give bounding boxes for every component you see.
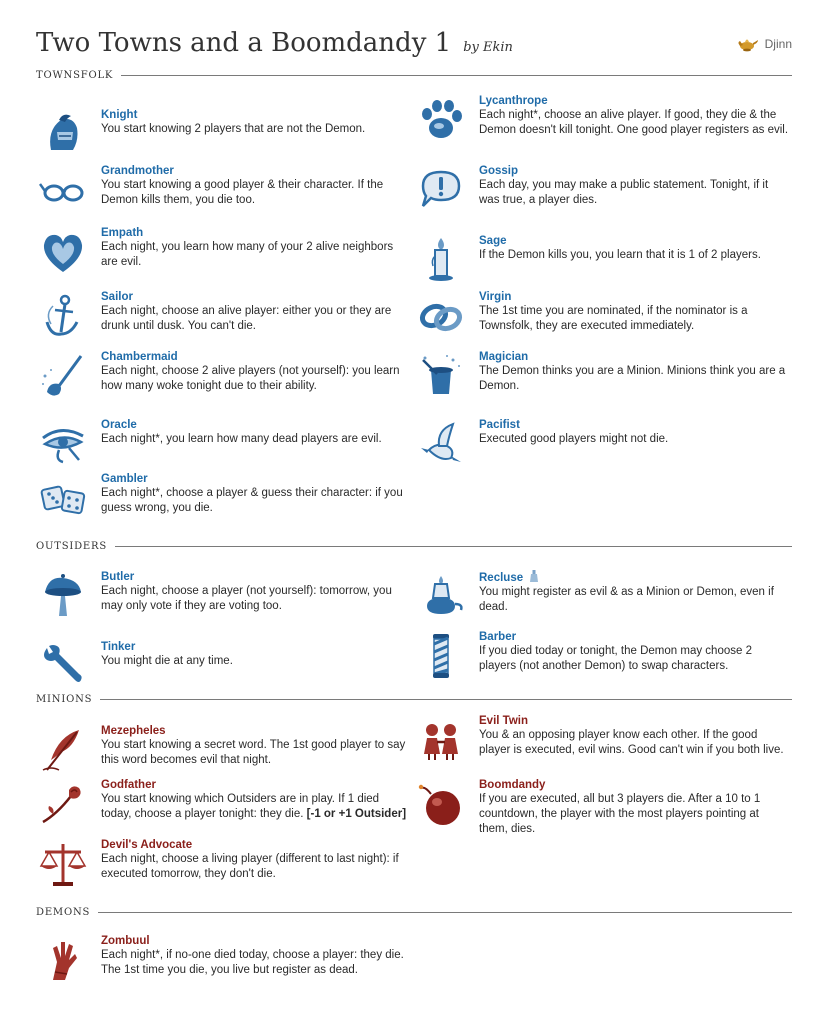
role-name: Barber (479, 631, 517, 643)
feather-duster-icon (39, 352, 87, 400)
role-name: Zombuul (101, 935, 150, 947)
script-author: by Ekin (463, 40, 513, 55)
role-lycanthrope (479, 94, 789, 138)
djinn-label: Djinn (764, 37, 792, 51)
rings-icon (417, 292, 465, 340)
role-name: Evil Twin (479, 715, 528, 727)
role-ability: Each day, you may make a public statement. Tonight, if it was true, a player dies. (479, 179, 769, 206)
role-name: Magician (479, 351, 529, 363)
section-label: DEMONS (36, 906, 91, 918)
barber-pole-icon (417, 632, 465, 680)
role-ability: Each night*, you learn how many dead players are evil. (101, 433, 382, 445)
role-ability: You start knowing which Outsiders are in play. If 1 died today, choose a player tonight: they die. (101, 793, 380, 820)
role-name: Mezepheles (101, 725, 166, 737)
role-name: Tinker (101, 641, 136, 653)
section-outsiders (36, 539, 792, 553)
anchor-icon (39, 292, 87, 340)
magic-hat-icon (417, 352, 465, 400)
section-label: TOWNSFOLK (36, 69, 114, 81)
role-ability: If the Demon kills you, you learn that it is 1 of 2 players. (479, 249, 761, 261)
section-divider (98, 912, 792, 913)
role-name: Lycanthrope (479, 95, 548, 107)
role-ability: You might register as evil & as a Minion or Demon, even if dead. (479, 586, 774, 613)
role-knight (101, 108, 411, 137)
section-label: MINIONS (36, 693, 93, 705)
role-name: Gambler (101, 473, 148, 485)
scales-icon (39, 840, 87, 888)
role-tinker (101, 640, 411, 669)
role-ability: You start knowing a secret word. The 1st good player to say this word becomes evil that night. (101, 739, 406, 766)
role-sailor (101, 290, 411, 334)
role-ability: If you are executed, all but 3 players die. After a 10 to 1 countdown, the player with the most players pointing at them, dies. (479, 793, 761, 835)
role-ability: Each night*, choose an alive player. If good, they die & the Demon doesn't kill tonight. One good player registers as evil. (479, 109, 789, 136)
role-ability: You start knowing a good player & their character. If the Demon kills them, you die too. (101, 179, 384, 206)
wrench-icon (39, 642, 87, 690)
oil-lamp-icon (417, 572, 465, 620)
role-name: Pacifist (479, 419, 520, 431)
role-ability: The 1st time you are nominated, if the nominator is a Townsfolk, they are executed immediately. (479, 305, 748, 332)
heart-icon (39, 228, 87, 276)
section-demons (36, 905, 792, 919)
role-ability: Each night*, choose a player & guess their character: if you guess wrong, you die. (101, 487, 403, 514)
role-recluse (479, 570, 789, 615)
speech-bubble-icon (417, 166, 465, 214)
quill-icon (39, 726, 87, 774)
role-name: Sailor (101, 291, 133, 303)
section-label: OUTSIDERS (36, 540, 107, 552)
role-name: Oracle (101, 419, 137, 431)
role-ability: Each night, choose an alive player: either you or they are drunk until dusk. You can't die. (101, 305, 392, 332)
role-name: Virgin (479, 291, 512, 303)
role-name: Chambermaid (101, 351, 178, 363)
role-empath (101, 226, 411, 270)
header (36, 26, 792, 66)
section-divider (121, 75, 792, 76)
role-mezepheles (101, 724, 411, 768)
role-setup-modifier: [-1 or +1 Outsider] (306, 808, 407, 820)
role-name: Knight (101, 109, 138, 121)
script-title: Two Towns and a Boomdandy 1 (36, 28, 452, 58)
role-name: Recluse (479, 572, 524, 584)
role-oracle (101, 418, 411, 447)
role-evil-twin (479, 714, 789, 758)
bottle-jinx-icon (529, 570, 539, 583)
role-gossip (479, 164, 789, 208)
role-ability: You might die at any time. (101, 655, 233, 667)
dice-icon (39, 474, 87, 522)
serving-tray-icon (39, 572, 87, 620)
dove-icon (417, 420, 465, 468)
candle-icon (417, 236, 465, 284)
zombie-hand-icon (39, 936, 87, 984)
role-virgin (479, 290, 789, 334)
role-zombuul (101, 934, 411, 978)
rose-icon (39, 780, 87, 828)
role-ability: The Demon thinks you are a Minion. Minions think you are a Demon. (479, 365, 786, 392)
paw-print-icon (417, 96, 465, 144)
role-name: Empath (101, 227, 144, 239)
role-ability: If you died today or tonight, the Demon may choose 2 players (not another Demon) to swap characters. (479, 645, 752, 672)
role-sage (479, 234, 789, 263)
djinn-lamp-icon (737, 36, 759, 52)
role-name: Boomdandy (479, 779, 546, 791)
role-name: Grandmother (101, 165, 174, 177)
role-barber (479, 630, 789, 674)
role-chambermaid (101, 350, 411, 394)
section-divider (115, 546, 792, 547)
role-name: Butler (101, 571, 135, 583)
section-divider (100, 699, 792, 700)
role-godfather (101, 778, 411, 822)
role-ability: Each night, choose 2 alive players (not yourself): you learn how many woke tonight due to their ability. (101, 365, 400, 392)
role-ability: Each night*, if no-one died today, choose a player: they die. The 1st time you die, you live but register as dead. (101, 949, 404, 976)
section-townsfolk (36, 68, 792, 82)
role-magician (479, 350, 789, 394)
role-gambler (101, 472, 411, 516)
role-ability: You & an opposing player know each other. If the good player is executed, evil wins. Good can't win if you both live. (479, 729, 784, 756)
role-ability: Each night, you learn how many of your 2 alive neighbors are evil. (101, 241, 394, 268)
role-ability: Each night, choose a player (not yourself): tomorrow, you may only vote if they are voting too. (101, 585, 392, 612)
section-minions (36, 692, 792, 706)
knight-helmet-icon (39, 110, 87, 158)
role-ability: Each night, choose a living player (different to last night): if executed tomorrow, they don't die. (101, 853, 399, 880)
eye-of-horus-icon (39, 420, 87, 468)
role-butler (101, 570, 411, 614)
twins-icon (417, 716, 465, 764)
role-name: Godfather (101, 779, 156, 791)
bomb-icon (417, 780, 465, 828)
role-name: Devil's Advocate (101, 839, 193, 851)
role-boomdandy (479, 778, 789, 837)
djinn-badge (737, 36, 792, 52)
role-name: Sage (479, 235, 507, 247)
glasses-icon (39, 166, 87, 214)
role-name: Gossip (479, 165, 518, 177)
role-devils-advocate (101, 838, 411, 882)
role-ability: You start knowing 2 players that are not the Demon. (101, 123, 366, 135)
role-pacifist (479, 418, 789, 447)
role-ability: Executed good players might not die. (479, 433, 669, 445)
role-grandmother (101, 164, 411, 208)
